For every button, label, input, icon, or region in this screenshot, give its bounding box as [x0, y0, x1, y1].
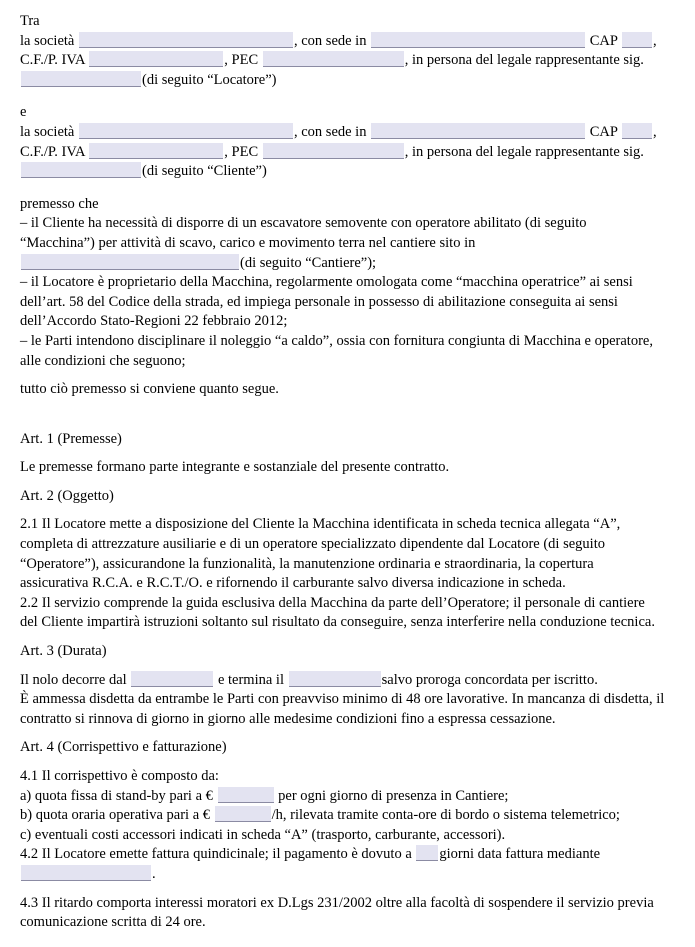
art4-item-a-suffix: per ogni giorno di presenza in Cantiere;: [278, 787, 509, 804]
party2-cf-label: , C.F./P. IVA: [20, 123, 657, 160]
art4-clause-4-2: [20, 845, 665, 884]
party1-sede-label: , con sede in: [293, 32, 367, 49]
party1-cf-label: , C.F./P. IVA: [20, 32, 657, 69]
party1-rappresentante-label: rappresentante sig.: [535, 52, 644, 69]
art3-termina-label: e termina il: [217, 671, 284, 688]
quota-oraria-field[interactable]: [215, 806, 271, 822]
art4-fattura-label-a: 4.2 Il Locatore emette fattura quindicinale; il pagamento è dovuto a: [20, 846, 412, 863]
art4-heading: Art. 4 (Corrispettivo e fatturazione): [20, 739, 227, 756]
party1-sede-field[interactable]: [371, 32, 585, 48]
party2-cf-piva-field[interactable]: [89, 143, 223, 159]
art4-item-c: c) eventuali costi accessori indicati in scheda “A” (trasporto, carburante, accessori).: [20, 826, 506, 843]
art1-heading: Art. 1 (Premesse): [20, 430, 122, 447]
art3-decorre-label: Il nolo decorre dal: [20, 671, 127, 688]
quota-fissa-field[interactable]: [218, 787, 274, 803]
tra-label: Tra: [20, 13, 40, 29]
party2-legale-label: , in persona del legale: [404, 143, 532, 160]
art3-heading: Art. 3 (Durata): [20, 643, 107, 660]
premesse-heading: premesso che: [20, 195, 99, 212]
party2-rappresentante-field[interactable]: [21, 162, 141, 178]
premesse-item-1: [20, 214, 665, 273]
party1-cap-label: CAP: [589, 32, 618, 49]
party1-legale-label: , in persona del legale: [404, 52, 532, 69]
party1-societa-field[interactable]: [79, 32, 293, 48]
party2-sede-field[interactable]: [371, 123, 585, 139]
premesse-item-2: – il Locatore è proprietario della Macchina, regolarmente omologata come “macchina operatrice” ai sensi dell’art. 58 del Codice della strada, ed impiega personale in possesso di abilitazione conseguita ai sensi dell’Accordo Stato-Regioni 22 febbraio 2012;: [20, 274, 633, 330]
party1-rappresentante-field[interactable]: [21, 71, 141, 87]
art4-item-b-suffix: /h, rilevata tramite conta-ore di bordo o sistema telemetrico;: [271, 807, 620, 824]
art4-fattura-label-c: .: [152, 865, 156, 882]
art2-heading: Art. 2 (Oggetto): [20, 487, 114, 504]
mezzo-pagamento-field[interactable]: [21, 865, 151, 881]
art4-item-a-label: a) quota fissa di stand-by pari a €: [20, 787, 213, 804]
party2-rappresentante-label: rappresentante sig.: [535, 143, 644, 160]
art4-item-a: [20, 787, 665, 807]
e-label: e: [20, 104, 27, 121]
party2-pec-label: , PEC: [224, 143, 259, 160]
party2-societa-field[interactable]: [79, 123, 293, 139]
art4-item-b-label: b) quota oraria operativa pari a €: [20, 807, 211, 824]
cantiere-field[interactable]: [21, 254, 239, 270]
party-locatore-block: [20, 32, 665, 91]
art4-clause-4-3: 4.3 Il ritardo comporta interessi moratori ex D.Lgs 231/2002 oltre alla facoltà di sospendere il servizio previa comunicazione scritta di 24 ore.: [20, 894, 654, 931]
giorni-pagamento-field[interactable]: [416, 845, 438, 861]
art3-durata-line: [20, 671, 665, 691]
premesse-item-3: – le Parti intendono disciplinare il noleggio “a caldo”, ossia con fornitura congiunta di Macchina e operatore, alle condizioni che seguono;: [20, 332, 653, 369]
art3-disdetta-text: È ammessa disdetta da entrambe le Parti con preavviso minimo di 48 ore lavorative. In mancanza di disdetta, il contratto si rinnova di giorno in giorno alle medesime condizioni fino a espressa cessazione.: [20, 691, 665, 727]
party2-role-label: (di seguito “Cliente”): [142, 163, 267, 180]
party1-pec-field[interactable]: [263, 51, 404, 67]
premesse-item-1-text-a: – il Cliente ha necessità di disporre di un escavatore semovente con operatore abilitato (di seguito “Macchina”) per attività di scavo, carico e movimento terra nel cantiere sito in: [20, 215, 587, 251]
party-cliente-block: [20, 123, 665, 182]
art4-fattura-label-b: giorni data fattura mediante: [439, 846, 601, 863]
art4-clause-4-1-intro: 4.1 Il corrispettivo è composto da:: [20, 768, 219, 784]
party1-lead-label: la società: [20, 32, 75, 49]
party1-cf-piva-field[interactable]: [89, 51, 223, 67]
art2-clause-2-2: 2.2 Il servizio comprende la guida esclusiva della Macchina da parte dell’Operatore; il personale di cantiere del Cliente impartirà istruzioni soltanto sul risultato da conseguire, senza interferire nella conduzione tecnica.: [20, 594, 655, 631]
party1-pec-label: , PEC: [224, 52, 259, 69]
party2-cap-field[interactable]: [622, 123, 652, 139]
party1-cap-field[interactable]: [622, 32, 652, 48]
party2-lead-label: la società: [20, 123, 75, 140]
document-body: [20, 12, 665, 933]
art2-clause-2-1: 2.1 Il Locatore mette a disposizione del Cliente la Macchina identificata in scheda tecnica allegata “A”, completa di attrezzature ausiliarie e di un operatore specializzato dipendente dal Locatore (di seguito “Operatore”), assicurandone la funzionalità, la manutenzione ordinaria e straordinaria, la copertura assicurativa R.C.A. e R.C.T./O. e rifornendo il carburante salvo diversa indicazione in scheda.: [20, 516, 621, 592]
art3-proroga-label: salvo proroga concordata per iscritto.: [381, 671, 598, 688]
party2-pec-field[interactable]: [263, 143, 404, 159]
data-inizio-field[interactable]: [131, 671, 213, 687]
data-fine-field[interactable]: [289, 671, 381, 687]
premesse-closing: tutto ciò premesso si conviene quanto segue.: [20, 381, 279, 398]
party2-sede-label: , con sede in: [293, 123, 367, 140]
premesse-item-1-text-b: (di seguito “Cantiere”);: [240, 254, 377, 271]
art1-body: Le premesse formano parte integrante e sostanziale del presente contratto.: [20, 459, 450, 476]
party1-role-label: (di seguito “Locatore”): [142, 71, 277, 88]
party2-cap-label: CAP: [589, 123, 618, 140]
art4-item-b: [20, 806, 665, 826]
